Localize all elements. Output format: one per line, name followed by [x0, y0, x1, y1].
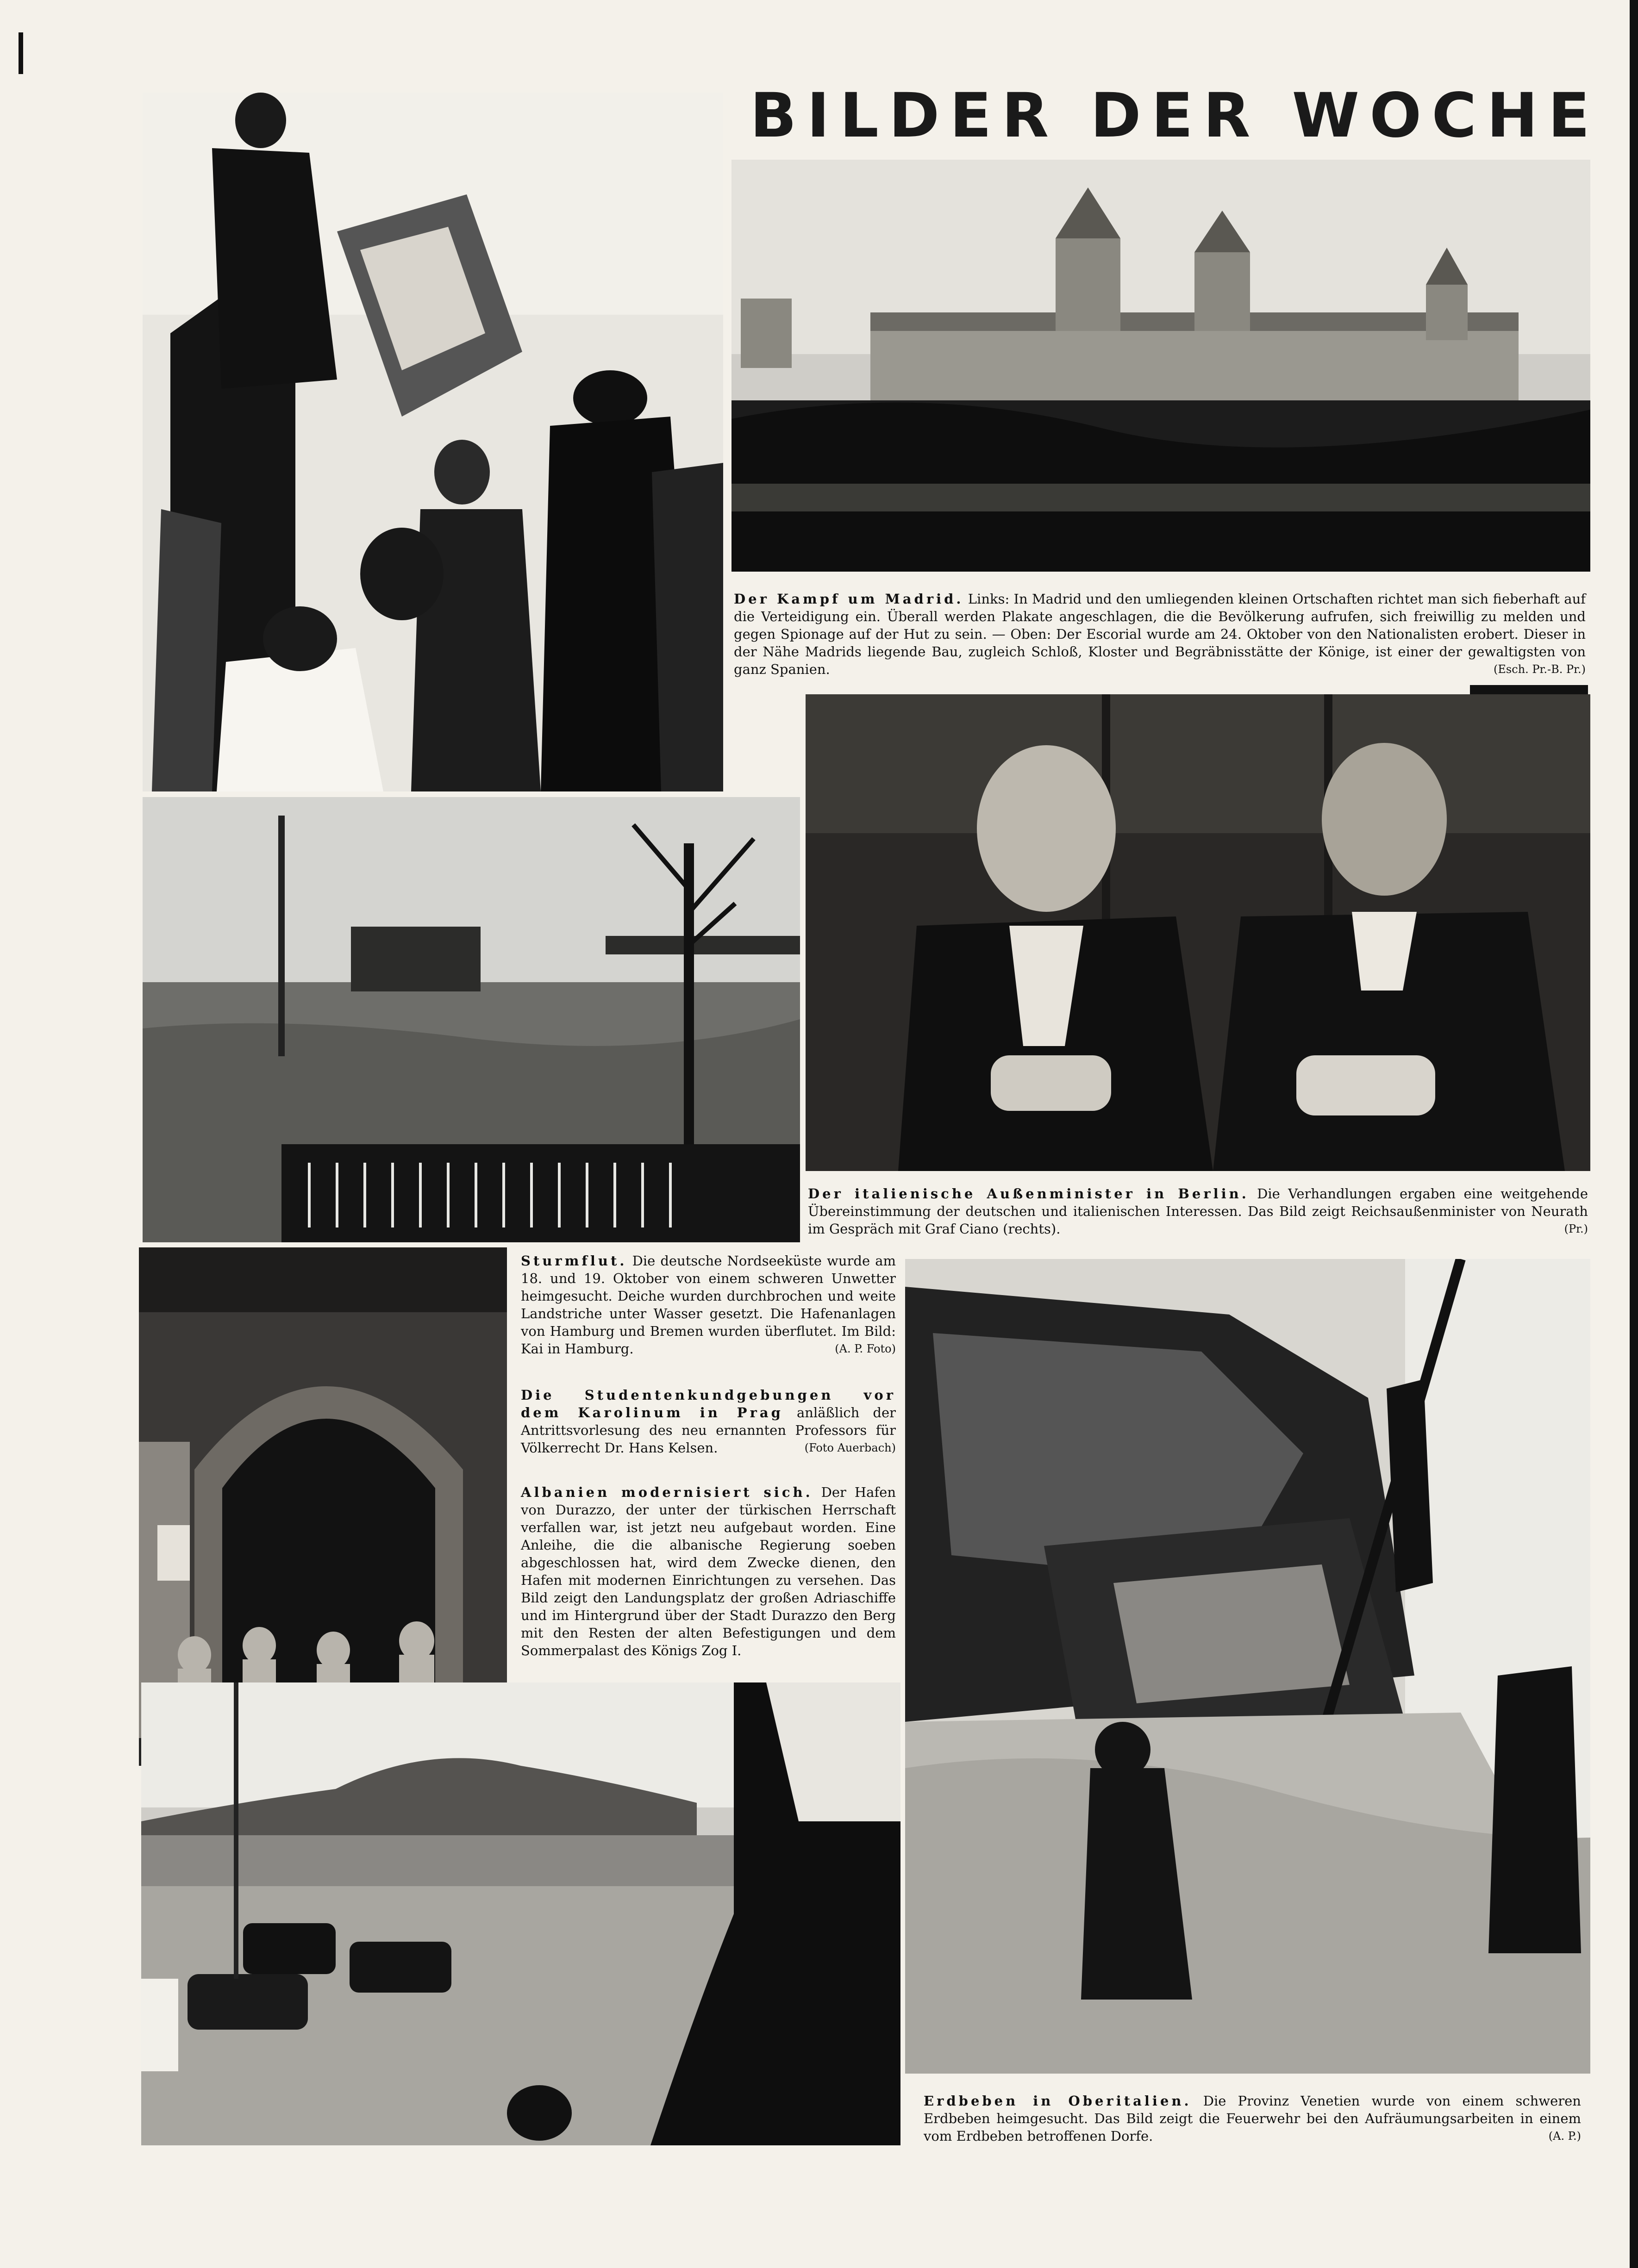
photo-durazzo-harbour: [141, 1682, 900, 2145]
caption-sturmflut-credit: (A. P. Foto): [835, 1342, 896, 1355]
caption-albanien-lead: Albanien modernisiert sich.: [521, 1484, 813, 1500]
photo-escorial: [731, 160, 1590, 572]
photo-madrid-posters: [143, 93, 723, 791]
masthead-title: BILDER DER WOCHE: [750, 80, 1600, 151]
caption-sturmflut-lead: Sturmflut.: [521, 1253, 627, 1269]
page-margin-mark: [19, 32, 23, 74]
photo-sturmflut-hamburg: [143, 797, 800, 1242]
caption-ministers-lead: Der italienische Außenminister in Berlin.: [808, 1186, 1249, 1202]
caption-madrid-credit: (Esch. Pr.-B. Pr.): [1494, 663, 1586, 676]
caption-ministers-body: Die Verhandlungen ergaben eine weitgehende Übereinstimmung der deutschen und italienischen Interessen. Das Bild zeigt Reichsaußenminister von Neurath im Gespräch mit Graf Ciano (rechts).: [808, 1186, 1588, 1237]
caption-prag-lead: Die Studentenkundgebungen vor dem Karolinum in Prag: [521, 1387, 896, 1421]
photo-ministers-berlin: [806, 694, 1590, 1171]
caption-madrid: [734, 590, 1586, 678]
caption-prag-body: anläßlich der Antrittsvorlesung des neu ernannten Professors für Völkerrecht Dr. Hans Kelsen.: [521, 1405, 896, 1456]
caption-ministers: [808, 1185, 1588, 1238]
caption-erdbeben: [924, 2092, 1581, 2145]
caption-erdbeben-lead: Erdbeben in Oberitalien.: [924, 2093, 1192, 2109]
caption-madrid-lead: Der Kampf um Madrid.: [734, 591, 964, 607]
caption-sturmflut: [521, 1252, 896, 1358]
caption-albanien: [521, 1483, 896, 1659]
caption-prag: [521, 1386, 896, 1457]
caption-erdbeben-body: Die Provinz Venetien wurde von einem schweren Erdbeben heimgesucht. Das Bild zeigt die Feuerwehr bei den Aufräumungsarbeiten in einem vom Erdbeben betroffenen Dorfe.: [924, 2093, 1581, 2144]
caption-erdbeben-credit: (A. P.): [1548, 2130, 1581, 2143]
page-edge-bar: [1630, 0, 1638, 2268]
caption-ministers-credit: (Pr.): [1564, 1222, 1588, 1235]
caption-prag-credit: (Foto Auerbach): [804, 1441, 896, 1454]
caption-albanien-body: Der Hafen von Durazzo, der unter der türkischen Herrschaft verfallen war, ist jetzt neu aufgebaut worden. Eine Anleihe, die die albanische Regierung soeben abgeschlossen hat, wird dem Zwecke dienen, den Hafen mit modernen Einrichtungen zu versehen. Das Bild zeigt den Landungsplatz der großen Adriaschiffe und im Hintergrund über der Stadt Durazzo den Berg mit den Resten der alten Befestigungen und dem Sommerpalast des Königs Zog I.: [521, 1484, 896, 1658]
caption-madrid-body: Links: In Madrid und den umliegenden kleinen Ortschaften richtet man sich fieberhaft auf die Verteidigung ein. Überall werden Plakate angeschlagen, die die Bevölkerung aufrufen, sich freiwillig zu melden und gegen Spionage auf der Hut zu sein. — Oben: Der Escorial wurde am 24. Oktober von den Nationalisten erobert. Dieser in der Nähe Madrids liegende Bau, zugleich Schloß, Kloster und Begräbnisstätte der Könige, ist einer der gewaltigsten von ganz Spanien.: [734, 591, 1586, 677]
caption-sturmflut-body: Die deutsche Nordseeküste wurde am 18. und 19. Oktober von einem schweren Unwetter heimgesucht. Deiche wurden durchbrochen und weite Landstriche unter Wasser gesetzt. Die Hafenanlagen von Hamburg und Bremen wurden überflutet. Im Bild: Kai in Hamburg.: [521, 1253, 896, 1357]
photo-erdbeben-ruins: [905, 1259, 1590, 2074]
